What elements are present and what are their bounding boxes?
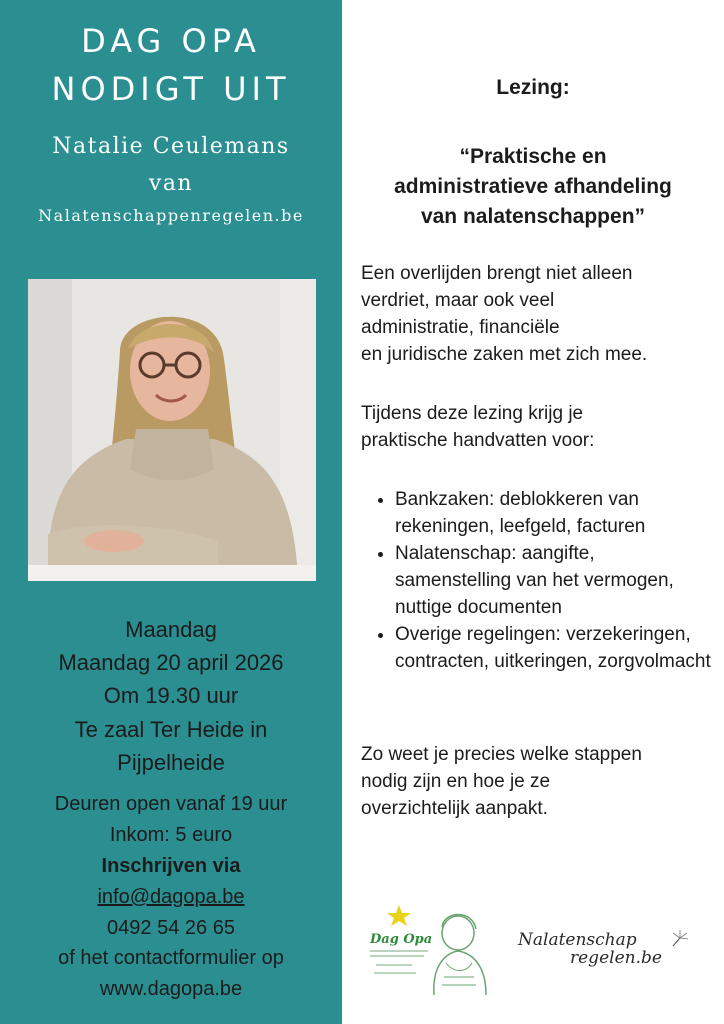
header-line-1: DAG OPA (81, 22, 261, 60)
event-date: Maandag 20 april 2026 (58, 650, 284, 675)
dagopa-logo-graphic (362, 903, 492, 998)
topic-item-overige: • Overige regelingen: verzekeringen, contracten, uitkeringen, zorgvolmacht (395, 621, 711, 675)
lead-line-1: Tijdens deze lezing krijg je (361, 403, 584, 424)
intro-line-1: Een overlijden brengt niet alleen (361, 263, 633, 284)
lecture-title-line-2: administratieve afhandeling (394, 175, 672, 198)
outro-line-3: overzichtelijk aanpakt. (361, 798, 548, 819)
lecture-title-line-3: van nalatenschappen” (420, 205, 646, 228)
nalatenschap-logo-line-2: regelen.be (570, 948, 662, 968)
event-venue-line-1: Te zaal Ter Heide in (74, 717, 268, 742)
register-label: Inschrijven via (101, 855, 241, 877)
lead-line-2: praktische handvatten voor: (361, 430, 595, 451)
event-fee: Inkom: 5 euro (109, 824, 233, 846)
outro-line-2: nodig zijn en hoe je ze (361, 771, 551, 792)
event-day: Maandag (125, 617, 217, 642)
website: www.dagopa.be (99, 978, 243, 1000)
speaker-van: van (148, 171, 194, 196)
dandelion-icon (670, 928, 690, 948)
lecture-label: Lezing: (496, 76, 570, 99)
topic-list (361, 486, 711, 675)
topic-item-bankzaken: • Bankzaken: deblokkeren van rekeningen, leefgeld, facturen (395, 486, 711, 540)
phone-number: 0492 54 26 65 (107, 917, 235, 939)
speaker-name: Natalie Ceulemans (52, 134, 290, 159)
event-doors: Deuren open vanaf 19 uur (54, 793, 288, 815)
contact-line: of het contactformulier op (58, 947, 284, 969)
email-row (0, 882, 342, 913)
speaker-photo (28, 279, 316, 581)
topic-item-nalatenschap: • Nalatenschap: aangifte, samenstelling van het vermogen, nuttige documenten (395, 540, 711, 621)
intro-line-3: administratie, financiële (361, 317, 560, 338)
header-line-2: NODIGT UIT (51, 70, 291, 108)
speaker-site: Nalatenschappenregelen.be (38, 206, 304, 225)
intro-line-4: en juridische zaken met zich mee. (361, 344, 648, 365)
event-time: Om 19.30 uur (103, 683, 239, 708)
right-panel (342, 0, 724, 1024)
dagopa-logo-text: Dag Opa (370, 932, 433, 947)
intro-line-2: verdriet, maar ook veel (361, 290, 555, 311)
speaker-portrait-illustration (28, 279, 316, 581)
nalatenschap-logo-line-1: Nalatenschap (518, 930, 637, 950)
nalatenschap-logo (512, 928, 692, 978)
lecture-title-line-1: “Praktische en (459, 145, 607, 168)
left-panel (0, 0, 342, 1024)
outro-line-1: Zo weet je precies welke stappen (361, 744, 642, 765)
star-icon (387, 905, 411, 926)
email-link[interactable]: info@dagopa.be (97, 886, 245, 908)
dagopa-logo (362, 903, 492, 998)
event-venue-line-2: Pijpelheide (117, 750, 225, 775)
